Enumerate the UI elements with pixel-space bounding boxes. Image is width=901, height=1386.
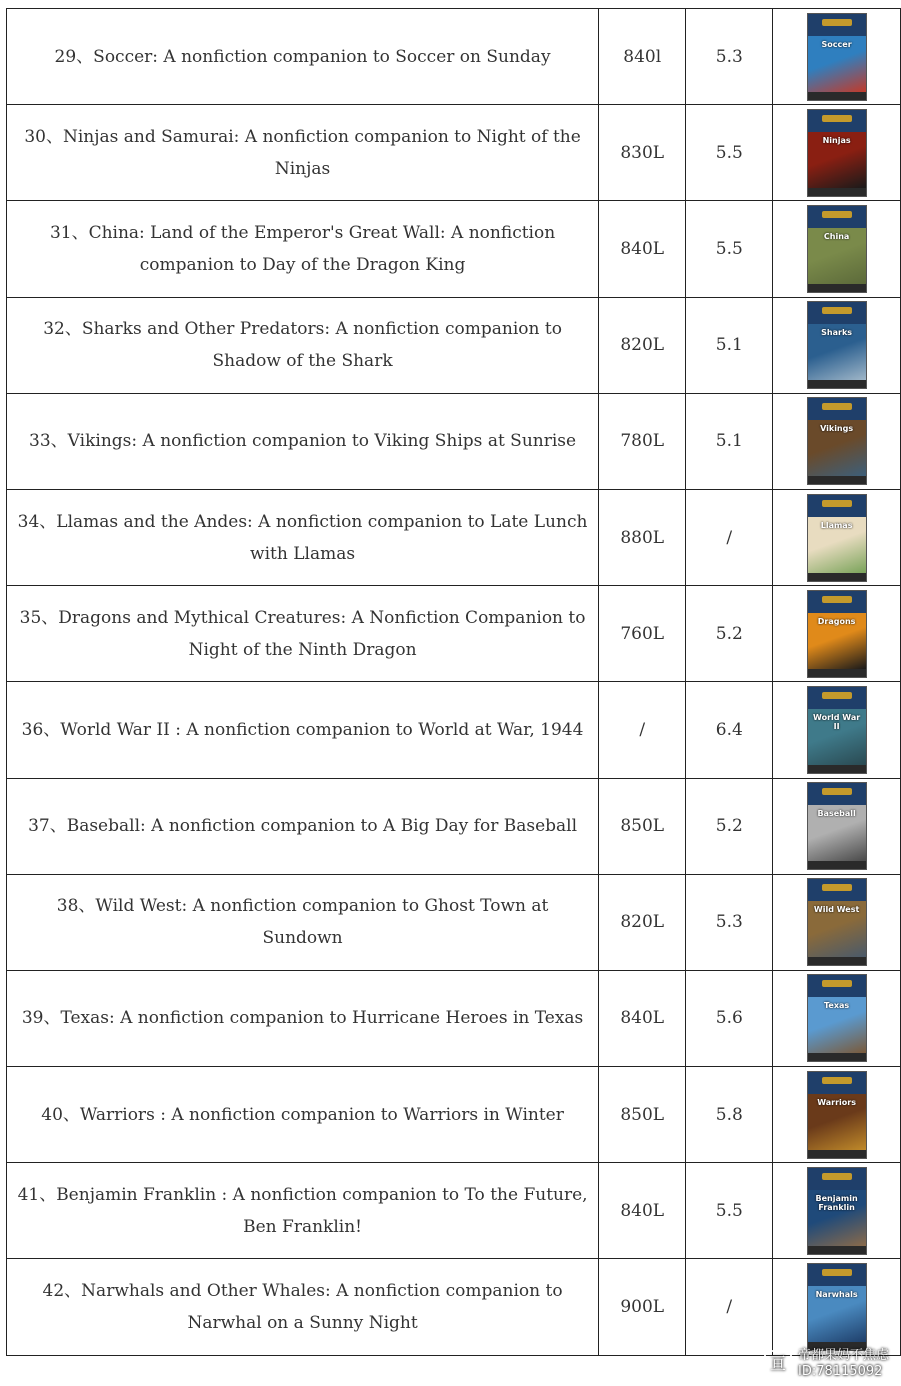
cover-footer xyxy=(808,284,866,292)
cover-cell xyxy=(773,9,901,105)
cover-title: World War II xyxy=(813,712,861,731)
lexile-cell xyxy=(599,105,686,201)
book-table-body xyxy=(7,9,901,1356)
cover-footer xyxy=(808,92,866,100)
book-title: 30、Ninjas and Samurai: A nonfiction companion to Night of the Ninjas xyxy=(24,126,581,179)
grade-cell xyxy=(686,489,773,585)
book-title-cell xyxy=(7,393,599,489)
watermark-line1: 帝都果妈不焦虑 xyxy=(797,1348,889,1363)
grade-cell xyxy=(686,297,773,393)
cover-title: Warriors xyxy=(817,1097,856,1107)
cover-logo-band xyxy=(808,398,866,420)
book-title-cell xyxy=(7,297,599,393)
book-title-cell xyxy=(7,778,599,874)
cover-footer xyxy=(808,765,866,773)
table-row xyxy=(7,1067,901,1163)
table-row xyxy=(7,682,901,778)
grade-cell xyxy=(686,1163,773,1259)
cover-logo-band xyxy=(808,14,866,36)
book-cover-image xyxy=(807,109,867,197)
lexile-value: 850L xyxy=(620,1104,665,1125)
lexile-cell xyxy=(599,201,686,297)
grade-cell xyxy=(686,682,773,778)
grade-value: 5.1 xyxy=(715,335,743,356)
book-cover-image xyxy=(807,205,867,293)
cover-footer xyxy=(808,1150,866,1158)
grade-cell xyxy=(686,9,773,105)
grade-value: / xyxy=(726,527,733,548)
cover-logo-band xyxy=(808,110,866,132)
table-row xyxy=(7,393,901,489)
cover-cell xyxy=(773,297,901,393)
book-title: 39、Texas: A nonfiction companion to Hurricane Heroes in Texas xyxy=(21,1008,584,1029)
cover-logo-band xyxy=(808,1168,866,1190)
cover-logo-band xyxy=(808,879,866,901)
cover-logo-band xyxy=(808,783,866,805)
lexile-cell xyxy=(599,1163,686,1259)
lexile-cell xyxy=(599,1067,686,1163)
book-title: 35、Dragons and Mythical Creatures: A Nonfiction Companion to Night of the Ninth Dragon xyxy=(19,607,586,660)
book-title-cell xyxy=(7,105,599,201)
cover-title: Soccer xyxy=(821,39,852,49)
lexile-value: 840l xyxy=(623,46,662,67)
cover-cell xyxy=(773,1163,901,1259)
book-title-cell xyxy=(7,586,599,682)
cover-title: Narwhals xyxy=(815,1290,858,1300)
grade-value: 5.6 xyxy=(715,1008,743,1029)
cover-title: Baseball xyxy=(817,809,856,819)
grade-cell xyxy=(686,586,773,682)
lexile-value: 840L xyxy=(620,1008,665,1029)
watermark xyxy=(764,1348,889,1380)
book-title: 29、Soccer: A nonfiction companion to Soccer on Sunday xyxy=(54,46,551,67)
watermark-text xyxy=(798,1348,889,1380)
cover-logo-band xyxy=(808,975,866,997)
table-row xyxy=(7,970,901,1066)
lexile-value: 760L xyxy=(620,623,665,644)
table-row xyxy=(7,1163,901,1259)
lexile-value: 840L xyxy=(620,238,665,259)
cover-title: Dragons xyxy=(817,616,856,626)
book-cover-image xyxy=(807,1071,867,1159)
lexile-value: 830L xyxy=(620,142,665,163)
lexile-cell xyxy=(599,874,686,970)
lexile-cell xyxy=(599,1259,686,1355)
book-cover-image xyxy=(807,686,867,774)
grade-cell xyxy=(686,1067,773,1163)
cover-footer xyxy=(808,957,866,965)
book-title: 33、Vikings: A nonfiction companion to Viking Ships at Sunrise xyxy=(29,431,577,452)
lexile-value: 840L xyxy=(620,1200,665,1221)
cover-cell xyxy=(773,586,901,682)
book-cover-image xyxy=(807,782,867,870)
lexile-cell xyxy=(599,393,686,489)
table-row xyxy=(7,1259,901,1355)
book-title: 34、Llamas and the Andes: A nonfiction companion to Late Lunch with Llamas xyxy=(17,511,588,564)
table-row xyxy=(7,297,901,393)
book-title: 40、Warriors : A nonfiction companion to Warriors in Winter xyxy=(41,1104,564,1125)
cover-logo-band xyxy=(808,1264,866,1286)
cover-cell xyxy=(773,105,901,201)
table-row xyxy=(7,778,901,874)
cover-cell xyxy=(773,1067,901,1163)
grade-cell xyxy=(686,393,773,489)
grade-cell xyxy=(686,105,773,201)
cover-title: Vikings xyxy=(820,424,854,434)
cover-logo-band xyxy=(808,206,866,228)
book-title-cell xyxy=(7,1067,599,1163)
cover-footer xyxy=(808,188,866,196)
grade-cell xyxy=(686,874,773,970)
grade-value: / xyxy=(726,1297,733,1318)
grade-cell xyxy=(686,201,773,297)
table-row xyxy=(7,489,901,585)
book-title-cell xyxy=(7,1163,599,1259)
lexile-cell xyxy=(599,297,686,393)
grade-value: 5.2 xyxy=(715,816,743,837)
cover-cell xyxy=(773,489,901,585)
table-row xyxy=(7,105,901,201)
grade-value: 5.3 xyxy=(715,46,743,67)
lexile-value: 820L xyxy=(620,335,665,356)
book-title-cell xyxy=(7,1259,599,1355)
cover-cell xyxy=(773,393,901,489)
book-cover-image xyxy=(807,13,867,101)
book-title: 38、Wild West: A nonfiction companion to Ghost Town at Sundown xyxy=(56,896,549,949)
grade-value: 6.4 xyxy=(715,719,743,740)
cover-logo-band xyxy=(808,302,866,324)
book-cover-image xyxy=(807,974,867,1062)
cover-cell xyxy=(773,874,901,970)
grade-cell xyxy=(686,970,773,1066)
book-cover-image xyxy=(807,494,867,582)
lexile-value: 900L xyxy=(620,1297,665,1318)
lexile-cell xyxy=(599,970,686,1066)
cover-title: Wild West xyxy=(813,905,860,915)
book-cover-image xyxy=(807,1167,867,1255)
book-title-cell xyxy=(7,489,599,585)
cover-title: Benjamin Franklin xyxy=(815,1193,858,1212)
cover-cell xyxy=(773,201,901,297)
grade-value: 5.3 xyxy=(715,912,743,933)
book-title-cell xyxy=(7,874,599,970)
cover-title: Sharks xyxy=(821,328,853,338)
lexile-value: 850L xyxy=(620,816,665,837)
cover-title: China xyxy=(823,231,850,241)
cover-title: Llamas xyxy=(820,520,853,530)
cover-logo-band xyxy=(808,495,866,517)
table-row xyxy=(7,586,901,682)
book-title: 41、Benjamin Franklin : A nonfiction companion to To the Future, Ben Franklin! xyxy=(17,1184,588,1237)
cover-footer xyxy=(808,1246,866,1254)
book-title: 31、China: Land of the Emperor's Great Wall: A nonfiction companion to Day of the Dragon King xyxy=(49,222,556,275)
grade-value: 5.5 xyxy=(715,238,743,259)
book-title-cell xyxy=(7,682,599,778)
cover-cell xyxy=(773,778,901,874)
book-title-cell xyxy=(7,201,599,297)
cover-cell xyxy=(773,682,901,778)
cover-footer xyxy=(808,669,866,677)
book-cover-image xyxy=(807,301,867,389)
grade-cell xyxy=(686,1259,773,1355)
cover-footer xyxy=(808,861,866,869)
book-cover-image xyxy=(807,878,867,966)
cover-footer xyxy=(808,476,866,484)
book-cover-image xyxy=(807,590,867,678)
lexile-value: 820L xyxy=(620,912,665,933)
book-title: 42、Narwhals and Other Whales: A nonfiction companion to Narwhal on a Sunny Night xyxy=(42,1281,563,1334)
book-title: 32、Sharks and Other Predators: A nonfiction companion to Shadow of the Shark xyxy=(43,319,562,372)
book-table xyxy=(6,8,901,1356)
grade-value: 5.8 xyxy=(715,1104,743,1125)
table-row xyxy=(7,9,901,105)
book-title: 37、Baseball: A nonfiction companion to A Big Day for Baseball xyxy=(28,816,578,837)
table-row xyxy=(7,201,901,297)
lexile-cell xyxy=(599,682,686,778)
grade-cell xyxy=(686,778,773,874)
book-title: 36、World War II : A nonfiction companion to World at War, 1944 xyxy=(21,719,584,740)
cover-footer xyxy=(808,380,866,388)
lexile-value: 780L xyxy=(620,431,665,452)
lexile-cell xyxy=(599,778,686,874)
cover-footer xyxy=(808,1053,866,1061)
grade-value: 5.5 xyxy=(715,142,743,163)
book-title-cell xyxy=(7,9,599,105)
book-cover-image xyxy=(807,397,867,485)
cover-footer xyxy=(808,573,866,581)
cover-cell xyxy=(773,1259,901,1355)
cover-logo-band xyxy=(808,1072,866,1094)
cover-title: Texas xyxy=(824,1001,850,1011)
watermark-line2: ID:78115092 xyxy=(797,1364,883,1379)
lexile-value: 880L xyxy=(620,527,665,548)
lexile-value: / xyxy=(639,719,646,740)
table-row xyxy=(7,874,901,970)
cover-cell xyxy=(773,970,901,1066)
lexile-cell xyxy=(599,9,686,105)
grade-value: 5.1 xyxy=(715,431,743,452)
watermark-logo-icon: 亘 xyxy=(764,1350,792,1378)
cover-logo-band xyxy=(808,687,866,709)
book-cover-image xyxy=(807,1263,867,1351)
grade-value: 5.5 xyxy=(715,1200,743,1221)
grade-value: 5.2 xyxy=(715,623,743,644)
cover-logo-band xyxy=(808,591,866,613)
lexile-cell xyxy=(599,586,686,682)
book-title-cell xyxy=(7,970,599,1066)
lexile-cell xyxy=(599,489,686,585)
cover-title: Ninjas xyxy=(822,135,851,145)
